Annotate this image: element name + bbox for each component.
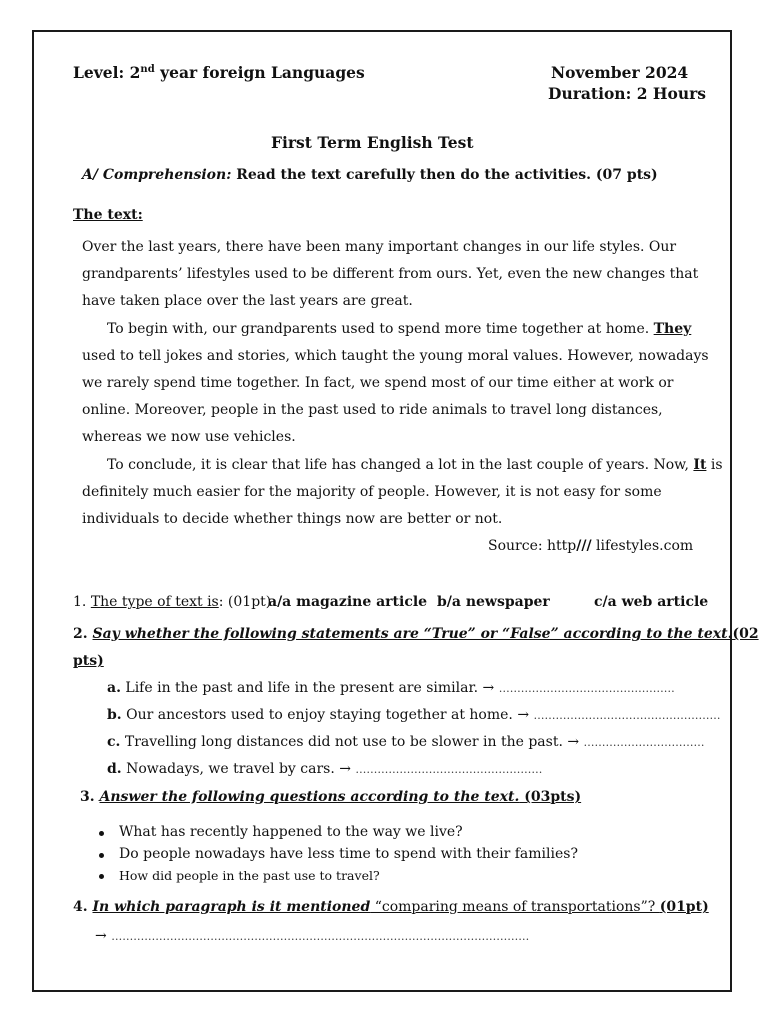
answer-blank[interactable]: …………………………………………………………………………………………………… — [111, 930, 530, 943]
answer-blank[interactable]: …………………………………………… — [533, 709, 721, 722]
passage-line: have taken place over the last years are great. — [82, 293, 413, 309]
statement-d: d. Nowadays, we travel by cars. → …………………………………………… — [107, 761, 543, 777]
exam-duration: Duration: 2 Hours — [548, 84, 707, 103]
question-4: 4. In which paragraph is it mentioned “comparing means of transportations”? (01pt) — [73, 899, 709, 915]
arrow-icon: → — [95, 928, 107, 944]
statement-c: c. Travelling long distances did not use to be slower in the past. → …………………………… — [107, 734, 705, 750]
question-2: 2. Say whether the following statements are “True” or “False” according to the text.(02 — [73, 626, 759, 642]
statement-a: a. Life in the past and life in the present are similar. → ………………………………………… — [107, 680, 675, 696]
passage-line: used to tell jokes and stories, which taught the young moral values. However, nowadays — [82, 348, 709, 364]
question-3-item: What has recently happened to the way we live? — [119, 824, 463, 840]
text-heading: The text: — [73, 207, 143, 223]
bullet-icon — [99, 853, 104, 858]
question-3-item: How did people in the past use to travel? — [119, 868, 380, 883]
answer-blank[interactable]: …………………………… — [583, 736, 705, 749]
question-3: 3. Answer the following questions according to the text. (03pts) — [80, 789, 582, 805]
level-label: Level: 2nd year foreign Languages — [73, 63, 365, 82]
question-3-item: Do people nowadays have less time to spend with their families? — [119, 846, 578, 862]
answer-blank[interactable]: …………………………………………… — [355, 763, 543, 776]
statement-b: b. Our ancestors used to enjoy staying together at home. → …………………………………………… — [107, 707, 721, 723]
passage-line: To begin with, our grandparents used to spend more time together at home. They — [107, 321, 692, 337]
q1-option-b: b/a newspaper — [437, 594, 550, 610]
passage-line: we rarely spend time together. In fact, we spend most of our time either at work or — [82, 375, 674, 391]
passage-line: grandparents’ lifestyles used to be different from ours. Yet, even the new changes that — [82, 266, 699, 282]
bullet-icon — [99, 831, 104, 836]
passage-line: individuals to decide whether things now are better or not. — [82, 511, 503, 527]
reference-word-it: It — [693, 457, 707, 473]
section-a-label: A/ Comprehension: — [82, 167, 232, 183]
exam-date: November 2024 — [551, 63, 689, 82]
passage-line: Over the last years, there have been many important changes in our life styles. Our — [82, 239, 677, 255]
q1-option-c: c/a web article — [594, 594, 709, 610]
answer-blank[interactable]: ………………………………………… — [498, 682, 675, 695]
passage-line: To conclude, it is clear that life has changed a lot in the last couple of years. Now, It is — [107, 457, 723, 473]
section-a-text: Read the text carefully then do the activities. (07 pts) — [231, 167, 658, 183]
test-title: First Term English Test — [271, 133, 474, 152]
question-2-points: pts) — [73, 653, 104, 669]
question-4-answer — [95, 928, 529, 944]
bullet-icon — [99, 874, 104, 879]
q1-option-a: a/a magazine article — [268, 594, 428, 610]
reference-word-they: They — [653, 321, 692, 337]
question-1: 1. The type of text is: (01pt) — [73, 594, 272, 610]
source-citation: Source: http/// lifestyles.com — [488, 538, 694, 554]
passage-line: online. Moreover, people in the past used to ride animals to travel long distances, — [82, 402, 663, 418]
passage-line: definitely much easier for the majority of people. However, it is not easy for some — [82, 484, 662, 500]
passage-line: whereas we now use vehicles. — [82, 429, 296, 445]
section-a-instruction — [82, 167, 658, 183]
